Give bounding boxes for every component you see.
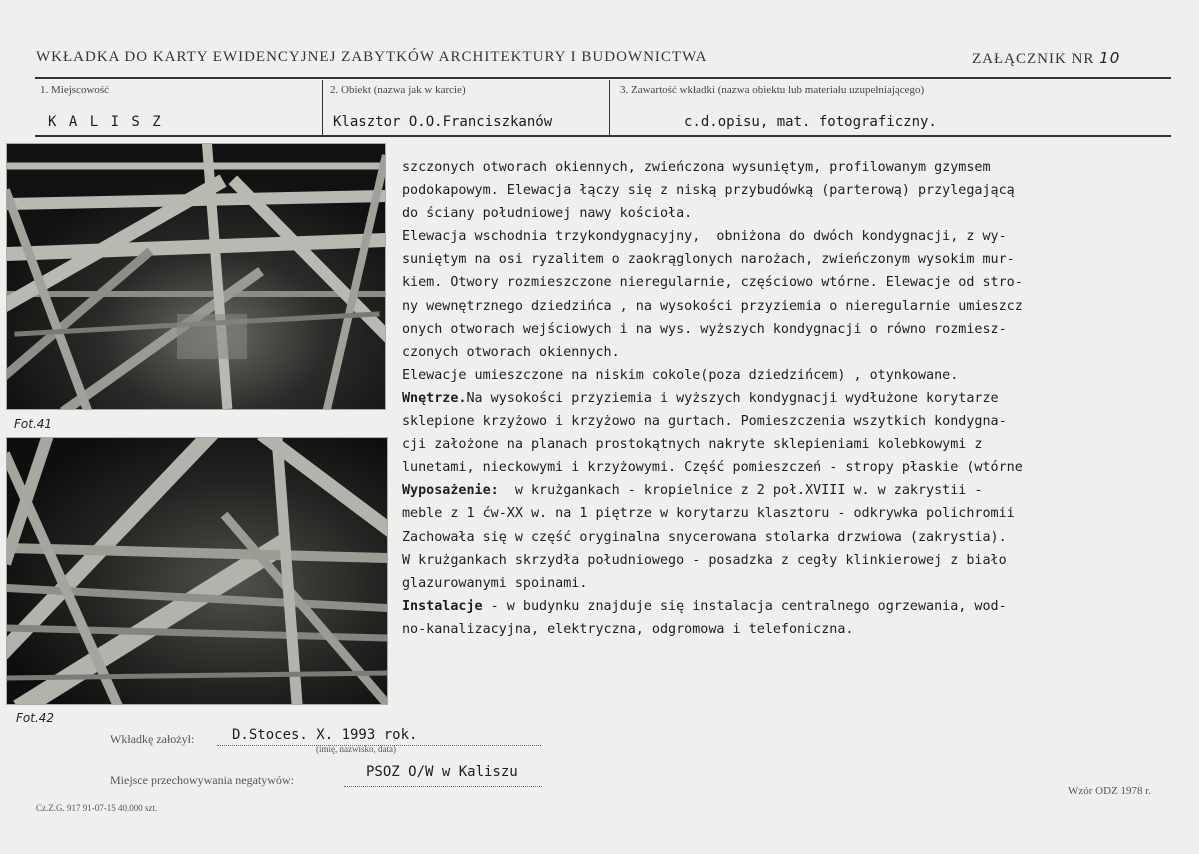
field-label-contents: 3. Zawartość wkładki (nazwa obiektu lub materiału uzupełniającego) [620, 84, 925, 96]
line-text: sklepione krzyżowo i krzyżowo na gurtach. Pomieszczenia wszytkich kondygna- [402, 414, 1007, 430]
line-text: do ściany południowej nawy kościoła. [402, 206, 693, 222]
line-text: W krużgankach skrzydła południowego - posadzka z cegły klinkierowej z biało [402, 552, 1007, 568]
description-line [402, 156, 1177, 179]
author-value: D.Stoces. X. 1993 rok. [232, 727, 418, 743]
description-line [402, 502, 1177, 525]
description-line [402, 549, 1177, 572]
description-line [402, 341, 1177, 364]
line-text: glazurowanymi spoinami. [402, 575, 588, 591]
line-text: Zachowała się w część oryginalna snycerowana stolarka drzwiowa (zakrystia). [402, 529, 1007, 545]
photo-caption-fot42: Fot.42 [16, 711, 55, 725]
section-heading: Instalacje [402, 598, 483, 614]
field-value-contents: c.d.opisu, mat. fotograficzny. [684, 114, 937, 130]
field-separator-2 [609, 80, 610, 136]
field-label-place: 1. Miejscowość [40, 84, 110, 96]
description-line [402, 433, 1177, 456]
line-text: w krużgankach - kropielnice z 2 poł.XVIII w. w zakrystii - [498, 483, 983, 499]
line-text: Na wysokości przyziemia i wyższych kondygnacji wydłużone korytarze [466, 390, 999, 406]
fields-bottom-rule [35, 135, 1171, 137]
top-rule [35, 77, 1171, 79]
print-code: Cz.Z.G. 917 91-07-15 40.000 szt. [36, 803, 158, 813]
description-line [402, 410, 1177, 433]
description-line [402, 248, 1177, 271]
line-text: - w budynku znajduje się instalacja centralnego ogrzewania, wod- [482, 598, 1007, 614]
description-line [402, 225, 1177, 248]
description-line [402, 364, 1177, 387]
description-line [402, 387, 1177, 410]
author-label: Wkładkę założył: [110, 732, 195, 746]
photo-caption-fot41: Fot.41 [14, 417, 53, 431]
description-line [402, 295, 1177, 318]
line-text: no-kanalizacyjna, elektryczna, odgromowa i telefoniczna. [402, 621, 854, 637]
line-text: kiem. Otwory rozmieszczone nieregularnie, częściowo wtórne. Elewacje od stro- [402, 275, 1023, 291]
description-line [402, 479, 1177, 502]
attachment-label [972, 49, 1120, 68]
description-line [402, 595, 1177, 618]
negatives-dotline [344, 786, 542, 787]
section-heading: Wyposażenie: [402, 483, 499, 499]
line-text: czonych otworach okiennych. [402, 344, 620, 360]
line-text: podokapowym. Elewacja łączy się z niską przybudówką (parterową) przylegającą [402, 183, 1015, 199]
description-text [402, 156, 1177, 641]
author-hint: (imię, nazwisko, data) [316, 744, 396, 754]
form-code: Wzór ODZ 1978 r. [1068, 785, 1152, 797]
line-text: Elewacja wschodnia trzykondygnacyjny, obniżona do dwóch kondygnacji, z wy- [402, 229, 1007, 245]
attachment-label-text: ZAŁĄCZNIK NR [972, 51, 1095, 67]
line-text: ny wewnętrznego dziedzińca , na wysokości przyziemia o nieregularnie umieszcz [402, 298, 1023, 314]
photo-attic-roof-2 [6, 437, 388, 705]
line-text: meble z 1 ćw-XX w. na 1 piętrze w korytarzu klasztoru - odkrywka polichromii [402, 506, 1015, 522]
description-line [402, 572, 1177, 595]
line-text: onych otworach wejściowych i na wys. wyższych kondygnacji o równo rozmiesz- [402, 321, 1007, 337]
attachment-number: 10 [1099, 49, 1121, 67]
description-line [402, 202, 1177, 225]
field-value-place: K A L I S Z [48, 114, 163, 130]
photo-attic-roof-1 [6, 143, 386, 410]
field-value-object: Klasztor O.O.Franciszkanów [333, 114, 553, 130]
description-line [402, 318, 1177, 341]
description-line [402, 456, 1177, 479]
description-line [402, 618, 1177, 641]
header-title: WKŁADKA DO KARTY EWIDENCYJNEJ ZABYTKÓW ARCHITEKTURY I BUDOWNICTWA [36, 49, 708, 65]
field-separator-1 [322, 80, 323, 136]
negatives-value: PSOZ O/W w Kaliszu [366, 764, 518, 780]
line-text: Elewacje umieszczone na niskim cokole(poza dziedzińcem) , otynkowane. [402, 367, 959, 383]
line-text: cji założone na planach prostokątnych nakryte sklepieniami kolebkowymi z [402, 437, 983, 453]
line-text: lunetami, nieckowymi i krzyżowymi. Część pomieszczeń - stropy płaskie (wtórne [402, 460, 1023, 476]
description-lines [402, 156, 1177, 641]
line-text: suniętym na osi ryzalitem o zaokrąglonych narożach, zwieńczonym wysokim mur- [402, 252, 1015, 268]
description-line [402, 179, 1177, 202]
description-line [402, 271, 1177, 294]
line-text: szczonych otworach okiennych, zwieńczona wysuniętym, profilowanym gzymsem [402, 160, 991, 175]
field-label-object: 2. Obiekt (nazwa jak w karcie) [330, 84, 466, 96]
description-line [402, 526, 1177, 549]
section-heading: Wnętrze. [402, 390, 467, 406]
negatives-label: Miejsce przechowywania negatywów: [110, 773, 294, 787]
